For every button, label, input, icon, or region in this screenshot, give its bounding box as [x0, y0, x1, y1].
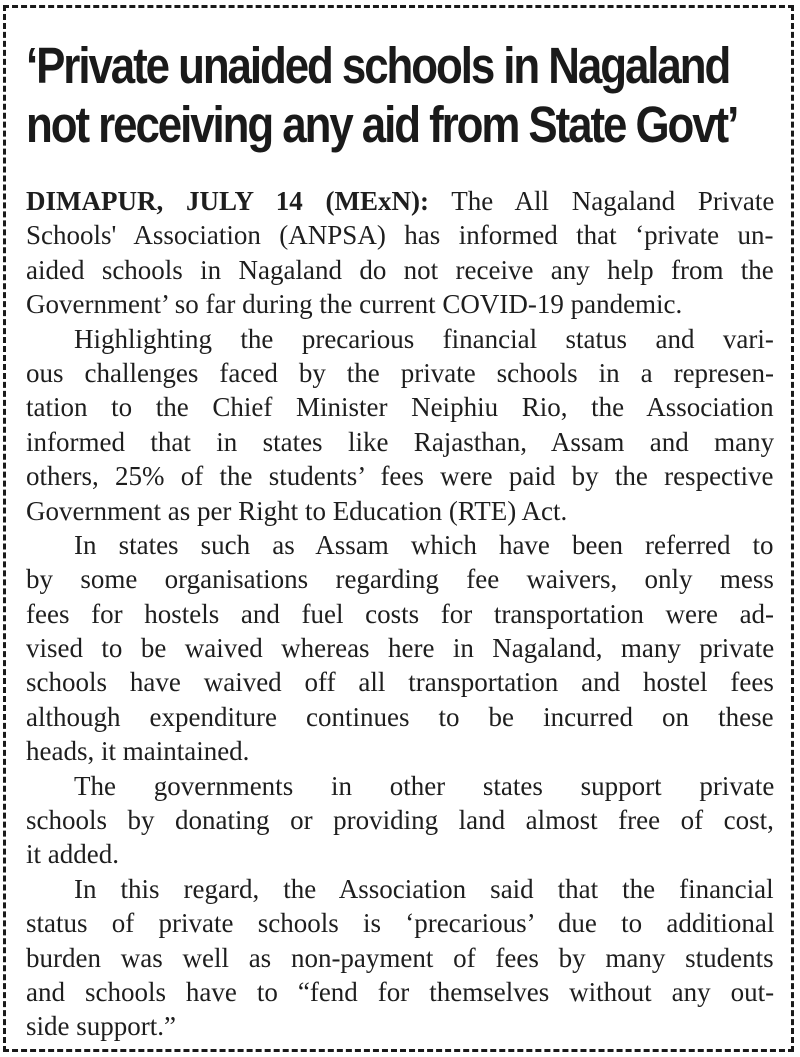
body-line: by some organisations regarding fee waivers, only mess	[26, 564, 774, 595]
body-line: and schools have to “fend for themselves without any out-	[26, 976, 775, 1007]
body-line: ous challenges faced by the private schools in a represen-	[26, 357, 775, 388]
body-line: it added.	[26, 839, 119, 870]
body-line: fees for hostels and fuel costs for transportation were ad-	[26, 598, 775, 629]
body-text: The All Nagaland Private	[428, 186, 775, 216]
headline	[26, 36, 738, 154]
body-line: In states such as Assam which have been referred to	[74, 529, 774, 560]
headline-line: not receiving any aid from State Govt’	[26, 96, 738, 153]
body-line: Government’ so far during the current COVID-19 pandemic.	[26, 289, 683, 320]
body-line: Government as per Right to Education (RTE) Act.	[26, 495, 568, 526]
headline-line: ‘Private unaided schools in Nagaland	[26, 37, 730, 94]
body-line: schools have waived off all transportation and hostel fees	[26, 667, 774, 698]
body-line: Schools' Association (ANPSA) has informed that ‘private un-	[26, 220, 774, 251]
body-line: schools by donating or providing land almost free of cost,	[26, 805, 774, 836]
body-line: Highlighting the precarious financial status and vari-	[74, 323, 774, 354]
body-line: informed that in states like Rajasthan, Assam and many	[26, 426, 775, 457]
body-line: side support.”	[26, 1011, 176, 1042]
body-line: tation to the Chief Minister Neiphiu Rio, the Association	[26, 392, 774, 423]
body-line: The governments in other states support private	[74, 770, 775, 801]
body-line: burden was well as non-payment of fees by many students	[26, 942, 774, 973]
body-line: others, 25% of the students’ fees were paid by the respective	[26, 461, 774, 492]
body-line: although expenditure continues to be incurred on these	[26, 701, 774, 732]
body-line: status of private schools is ‘precarious’ due to additional	[26, 908, 775, 939]
body-line: vised to be waived whereas here in Nagaland, many private	[26, 633, 775, 664]
body-line: In this regard, the Association said that the financial	[74, 873, 774, 904]
body-line: heads, it maintained.	[26, 736, 250, 767]
body-line: aided schools in Nagaland do not receive any help from the	[26, 254, 774, 285]
body-line	[26, 184, 774, 218]
dateline: DIMAPUR, JULY 14 (MExN):	[26, 186, 429, 216]
article-body	[26, 184, 774, 1044]
